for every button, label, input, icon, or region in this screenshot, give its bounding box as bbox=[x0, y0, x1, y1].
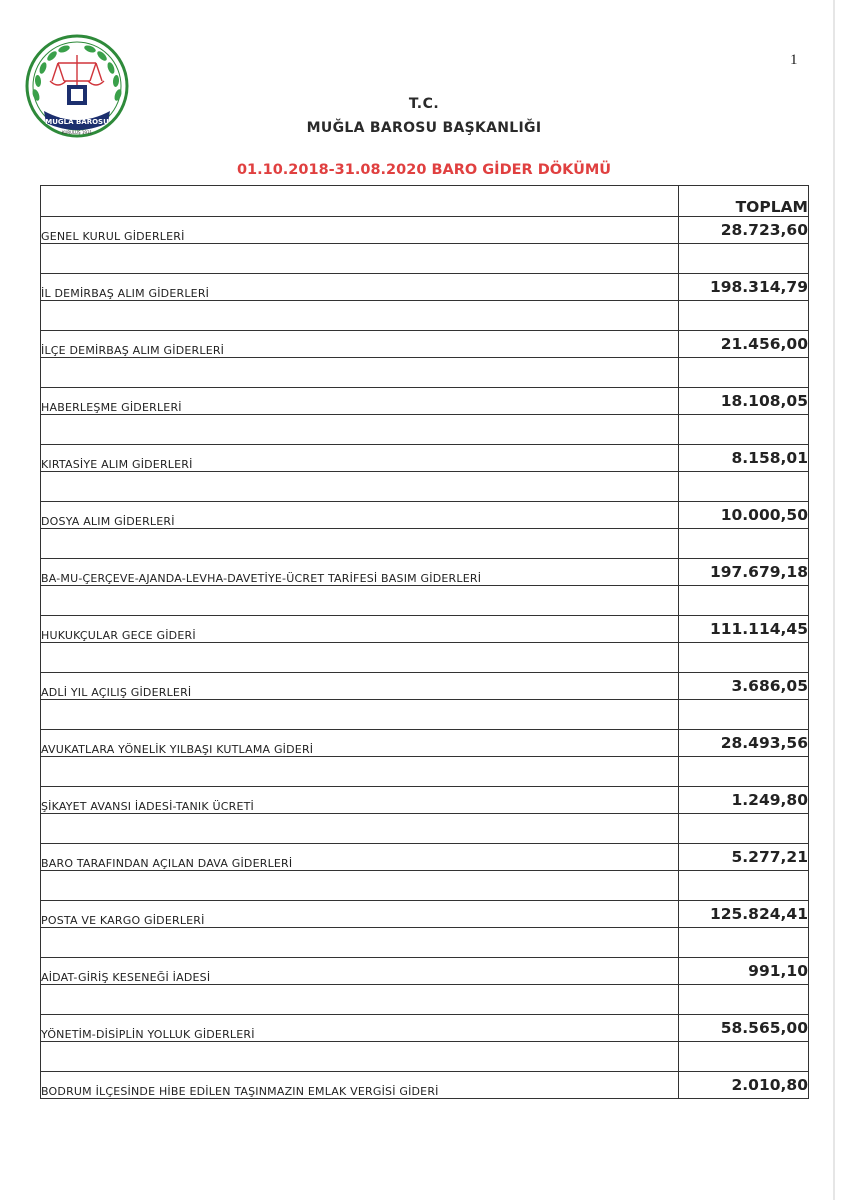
table-spacer-row bbox=[41, 529, 809, 559]
expense-label: HUKUKÇULAR GECE GİDERİ bbox=[41, 616, 679, 643]
expense-label: ŞİKAYET AVANSI İADESİ-TANIK ÜCRETİ bbox=[41, 787, 679, 814]
spacer-cell bbox=[41, 358, 679, 388]
spacer-cell bbox=[41, 985, 679, 1015]
spacer-cell bbox=[41, 529, 679, 559]
expense-amount: 28.723,60 bbox=[679, 217, 809, 244]
expense-label: KIRTASİYE ALIM GİDERLERİ bbox=[41, 445, 679, 472]
spacer-cell bbox=[679, 871, 809, 901]
table-spacer-row bbox=[41, 301, 809, 331]
expense-label: DOSYA ALIM GİDERLERİ bbox=[41, 502, 679, 529]
country-heading: T.C. bbox=[408, 96, 440, 112]
spacer-cell bbox=[41, 472, 679, 502]
expense-amount: 10.000,50 bbox=[679, 502, 809, 529]
expense-amount: 21.456,00 bbox=[679, 331, 809, 358]
expense-label: AVUKATLARA YÖNELİK YILBAŞI KUTLAMA GİDERİ bbox=[41, 730, 679, 757]
spacer-cell bbox=[679, 928, 809, 958]
table-row bbox=[41, 217, 809, 244]
expense-amount: 991,10 bbox=[679, 958, 809, 985]
spacer-cell bbox=[679, 586, 809, 616]
table-header-row bbox=[41, 186, 809, 217]
spacer-cell bbox=[679, 814, 809, 844]
table-spacer-row bbox=[41, 643, 809, 673]
spacer-cell bbox=[41, 814, 679, 844]
table-row bbox=[41, 559, 809, 586]
column-header-total: TOPLAM bbox=[679, 186, 809, 217]
expense-label: GENEL KURUL GİDERLERİ bbox=[41, 217, 679, 244]
spacer-cell bbox=[679, 1042, 809, 1072]
table-row bbox=[41, 844, 809, 871]
table-row bbox=[41, 1072, 809, 1099]
expense-amount: 198.314,79 bbox=[679, 274, 809, 301]
expense-amount: 197.679,18 bbox=[679, 559, 809, 586]
expense-amount: 8.158,01 bbox=[679, 445, 809, 472]
table-row bbox=[41, 616, 809, 643]
spacer-cell bbox=[679, 757, 809, 787]
expense-amount: 18.108,05 bbox=[679, 388, 809, 415]
table-row bbox=[41, 445, 809, 472]
table-row bbox=[41, 1015, 809, 1042]
spacer-cell bbox=[41, 415, 679, 445]
table-spacer-row bbox=[41, 757, 809, 787]
expense-label: HABERLEŞME GİDERLERİ bbox=[41, 388, 679, 415]
spacer-cell bbox=[679, 244, 809, 274]
table-row bbox=[41, 730, 809, 757]
table-spacer-row bbox=[41, 871, 809, 901]
spacer-cell bbox=[679, 358, 809, 388]
spacer-cell bbox=[41, 244, 679, 274]
table-spacer-row bbox=[41, 700, 809, 730]
table-row bbox=[41, 502, 809, 529]
expense-amount: 5.277,21 bbox=[679, 844, 809, 871]
expense-label: İL DEMİRBAŞ ALIM GİDERLERİ bbox=[41, 274, 679, 301]
table-row bbox=[41, 787, 809, 814]
institution-heading: MUĞLA BAROSU BAŞKANLIĞI bbox=[306, 120, 542, 136]
expense-amount: 58.565,00 bbox=[679, 1015, 809, 1042]
table-spacer-row bbox=[41, 985, 809, 1015]
logo-subtitle-text: KURULUŞ 1931 bbox=[61, 130, 93, 135]
table-spacer-row bbox=[41, 1042, 809, 1072]
spacer-cell bbox=[41, 928, 679, 958]
spacer-cell bbox=[679, 643, 809, 673]
table-row bbox=[41, 958, 809, 985]
spacer-cell bbox=[41, 643, 679, 673]
spacer-cell bbox=[679, 700, 809, 730]
expense-amount: 28.493,56 bbox=[679, 730, 809, 757]
expense-label: AİDAT-GİRİŞ KESENEĞİ İADESİ bbox=[41, 958, 679, 985]
table-spacer-row bbox=[41, 814, 809, 844]
expense-label: YÖNETİM-DİSİPLİN YOLLUK GİDERLERİ bbox=[41, 1015, 679, 1042]
spacer-cell bbox=[41, 757, 679, 787]
table-spacer-row bbox=[41, 358, 809, 388]
spacer-cell bbox=[679, 529, 809, 559]
expense-amount: 125.824,41 bbox=[679, 901, 809, 928]
table-row bbox=[41, 388, 809, 415]
spacer-cell bbox=[679, 301, 809, 331]
spacer-cell bbox=[41, 586, 679, 616]
spacer-cell bbox=[41, 301, 679, 331]
table-spacer-row bbox=[41, 415, 809, 445]
logo-name-text: MUĞLA BAROSU bbox=[45, 118, 109, 126]
expense-label: ADLİ YIL AÇILIŞ GİDERLERİ bbox=[41, 673, 679, 700]
table-row bbox=[41, 274, 809, 301]
expense-amount: 3.686,05 bbox=[679, 673, 809, 700]
table-spacer-row bbox=[41, 472, 809, 502]
spacer-cell bbox=[679, 985, 809, 1015]
expense-amount: 111.114,45 bbox=[679, 616, 809, 643]
expense-label: BARO TARAFINDAN AÇILAN DAVA GİDERLERİ bbox=[41, 844, 679, 871]
spacer-cell bbox=[41, 700, 679, 730]
spacer-cell bbox=[41, 871, 679, 901]
table-spacer-row bbox=[41, 586, 809, 616]
table-spacer-row bbox=[41, 244, 809, 274]
expense-label: BA-MU-ÇERÇEVE-AJANDA-LEVHA-DAVETİYE-ÜCRET TARİFESİ BASIM GİDERLERİ bbox=[41, 559, 679, 586]
expense-label: POSTA VE KARGO GİDERLERİ bbox=[41, 901, 679, 928]
spacer-cell bbox=[679, 472, 809, 502]
table-header-blank bbox=[41, 186, 679, 217]
expense-table bbox=[40, 185, 809, 1099]
table-row bbox=[41, 901, 809, 928]
page-number: 1 bbox=[790, 52, 798, 68]
table-row bbox=[41, 331, 809, 358]
expense-label: BODRUM İLÇESİNDE HİBE EDİLEN TAŞINMAZIN EMLAK VERGİSİ GİDERİ bbox=[41, 1072, 679, 1099]
expense-label: İLÇE DEMİRBAŞ ALIM GİDERLERİ bbox=[41, 331, 679, 358]
document-title: 01.10.2018-31.08.2020 BARO GİDER DÖKÜMÜ bbox=[236, 162, 612, 178]
expense-amount: 2.010,80 bbox=[679, 1072, 809, 1099]
table-row bbox=[41, 673, 809, 700]
spacer-cell bbox=[41, 1042, 679, 1072]
expense-amount: 1.249,80 bbox=[679, 787, 809, 814]
spacer-cell bbox=[679, 415, 809, 445]
page-edge-shadow bbox=[833, 0, 835, 1200]
table-spacer-row bbox=[41, 928, 809, 958]
